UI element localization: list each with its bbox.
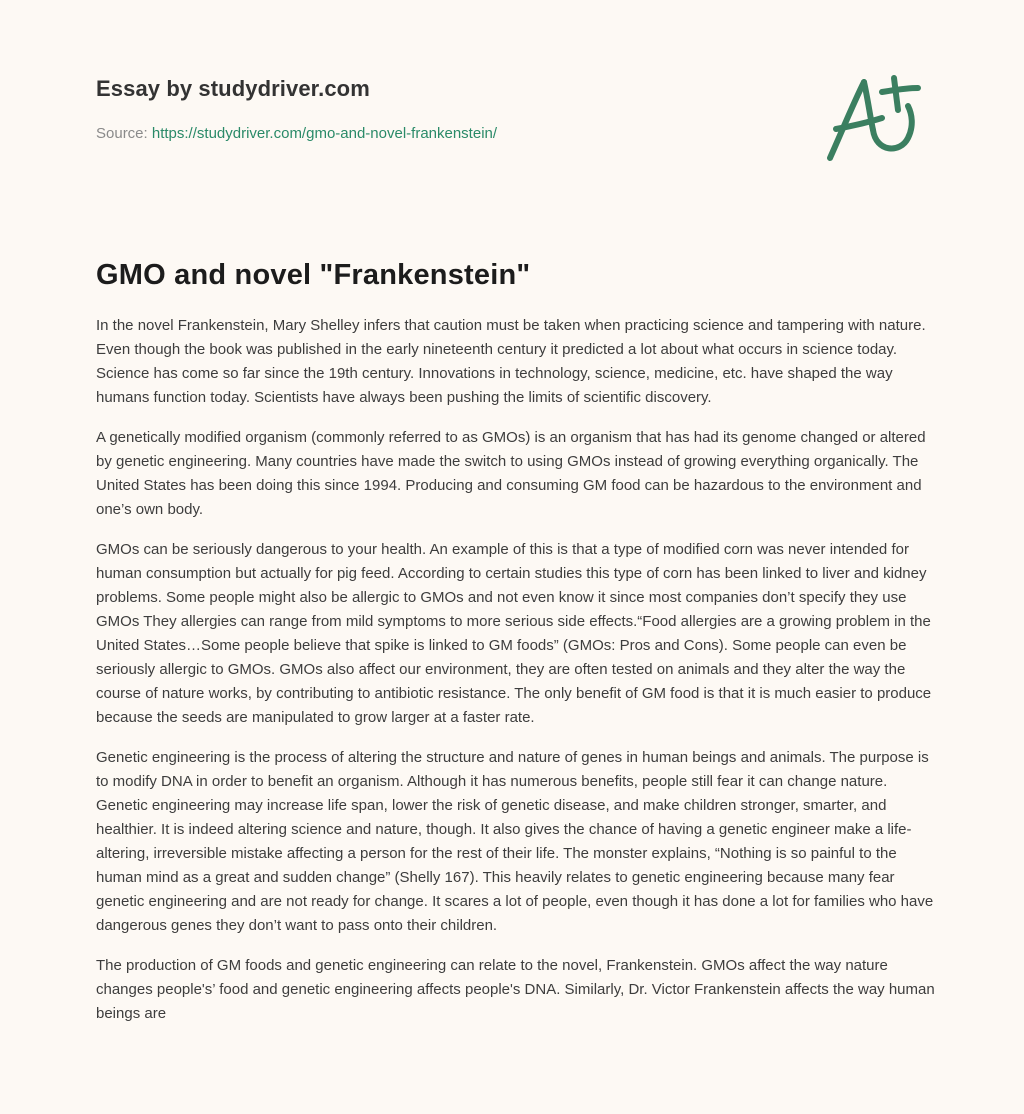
essay-paragraph-1: In the novel Frankenstein, Mary Shelley infers that caution must be taken when practicing science and tampering with nature. Even though the book was published in the early nineteenth century it predicted a lot about what occurs in science today. Science has come so far since the 19th century. Innovations in technology, science, medicine, etc. have shaped the way humans function today. Scientists have always been pushing the limits of scientific discovery. — [96, 317, 926, 406]
essay-paragraph-5: The production of GM foods and genetic engineering can relate to the novel, Frankenstein. GMOs affect the way nature changes people's’ food and genetic engineering affects people's DNA. Similarly, Dr. Victor Frankenstein affects the way human beings are — [96, 957, 935, 1022]
essay-paragraph-3: GMOs can be seriously dangerous to your health. An example of this is that a type of modified corn was never intended for human consumption but actually for pig feed. According to certain studies this type of corn has been linked to liver and kidney problems. Some people might also be allergic to GMOs and not even know it since most companies don’t specify they use GMOs They allergies can range from mild symptoms to more serious side effects.“Food allergies are a growing problem in the United States…Some people believe that spike is linked to GM foods” (GMOs: Pros and Cons). Some people can even be seriously allergic to GMOs. GMOs also affect our environment, they are often tested on animals and they alter the way the course of nature works, by contributing to antibiotic resistance. The only benefit of GM food is that it is much easier to produce because the seeds are manipulated to grow larger at a faster rate. — [96, 541, 932, 726]
essay-body — [96, 314, 936, 1042]
site-title: Essay by studydriver.com — [96, 76, 370, 101]
source-line — [96, 124, 796, 144]
essay-title: GMO and novel "Frankenstein" — [96, 259, 531, 291]
essay-paragraph-2: A genetically modified organism (commonly referred to as GMOs) is an organism that has had its genome changed or altered by genetic engineering. Many countries have made the switch to using GMOs instead of growing everything organically. The United States has been doing this since 1994. Producing and consuming GM food can be hazardous to the environment and one’s own body. — [96, 429, 926, 518]
essay-paragraph-4: Genetic engineering is the process of altering the structure and nature of genes in human beings and animals. The purpose is to modify DNA in order to benefit an organism. Although it has numerous benefits, people still fear it can change nature. Genetic engineering may increase life span, lower the risk of genetic disease, and make children stronger, smarter, and healthier. It is indeed altering science and nature, though. It also gives the chance of having a genetic engineer make a life-altering, irreversible mistake affecting a person for the rest of their life. The monster explains, “Nothing is so painful to the human mind as a great and sudden change” (Shelly 167). This heavily relates to genetic engineering because many fear genetic engineering and are not ready for change. It scares a lot of people, even though it has done a lot for families who have dangerous genes they don’t want to pass onto their children. — [96, 749, 934, 934]
source-label: Source: — [96, 125, 148, 142]
page-header — [96, 74, 796, 144]
source-link[interactable]: https://studydriver.com/gmo-and-novel-frankenstein/ — [151, 125, 498, 142]
a-plus-grade-icon — [820, 66, 930, 166]
